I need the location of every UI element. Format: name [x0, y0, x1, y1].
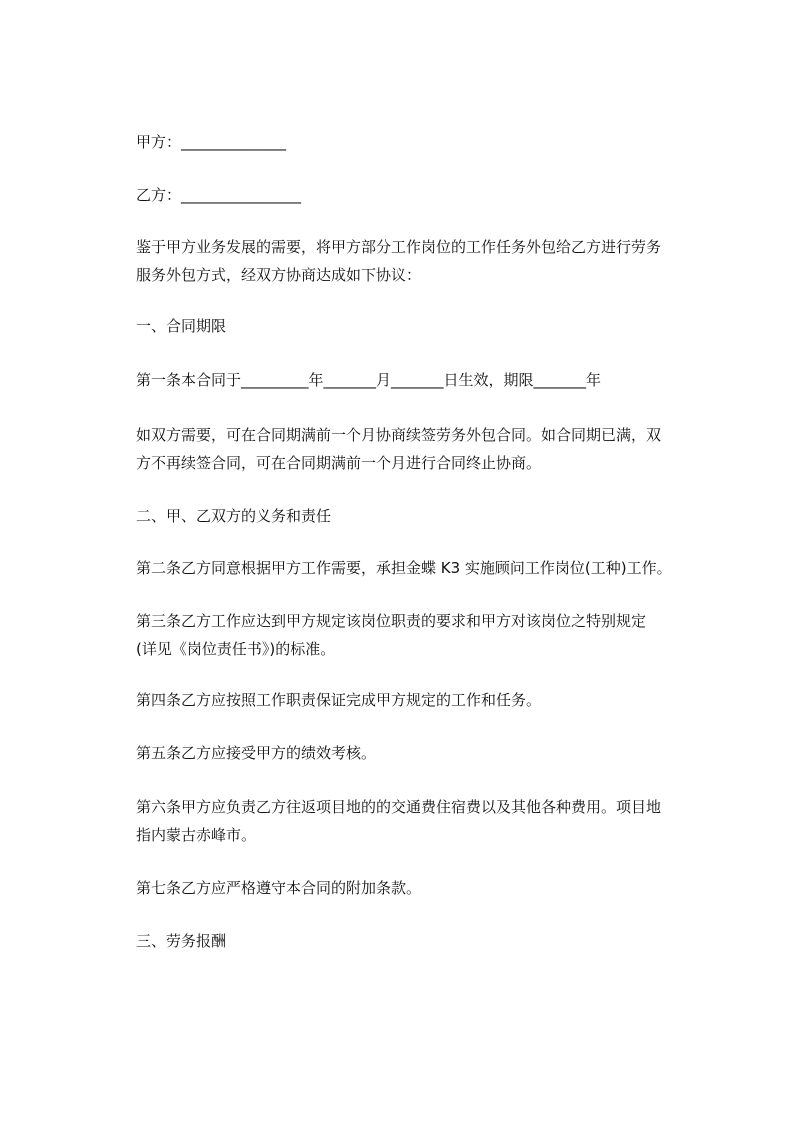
- renewal-line-1: 如双方需要，可在合同期满前一个月协商续签劳务外包合同。如合同期已满，双: [136, 426, 662, 444]
- article-6-paragraph: [136, 793, 704, 849]
- article-7: 第七条乙方应严格遵守本合同的附加条款。: [136, 879, 422, 897]
- section-1-heading: 一、合同期限: [136, 317, 227, 335]
- party-a-line: 甲方：______________: [136, 133, 287, 151]
- article-1: 第一条本合同于_________年_______月_______日生效，期限_______年: [136, 371, 602, 389]
- intro-line-2: 服务外包方式，经双方协商达成如下协议：: [136, 266, 422, 284]
- renewal-paragraph: [136, 421, 704, 477]
- article-5: 第五条乙方应接受甲方的绩效考核。: [136, 744, 377, 762]
- article-3-paragraph: [136, 607, 704, 663]
- article-2: 第二条乙方同意根据甲方工作需要，承担金蝶 K3 实施顾问工作岗位(工种)工作。: [136, 559, 672, 577]
- article-6-line-1: 第六条甲方应负责乙方往返项目地的的交通费住宿费以及其他各种费用。项目地: [136, 798, 662, 816]
- article-3-line-2: (详见《岗位责任书》)的标准。: [136, 640, 336, 658]
- intro-paragraph: [136, 233, 704, 289]
- intro-line-1: 鉴于甲方业务发展的需要，将甲方部分工作岗位的工作任务外包给乙方进行劳务: [136, 238, 662, 256]
- section-3-heading: 三、劳务报酬: [136, 932, 227, 950]
- renewal-line-2: 方不再续签合同，可在合同期满前一个月进行合同终止协商。: [136, 454, 542, 472]
- article-3-line-1: 第三条乙方工作应达到甲方规定该岗位职责的要求和甲方对该岗位之特别规定: [136, 612, 647, 630]
- section-2-heading: 二、甲、乙双方的义务和责任: [136, 507, 332, 525]
- party-b-line: 乙方：________________: [136, 186, 302, 204]
- article-4: 第四条乙方应按照工作职责保证完成甲方规定的工作和任务。: [136, 691, 542, 709]
- article-6-line-2: 指内蒙古赤峰市。: [136, 826, 257, 844]
